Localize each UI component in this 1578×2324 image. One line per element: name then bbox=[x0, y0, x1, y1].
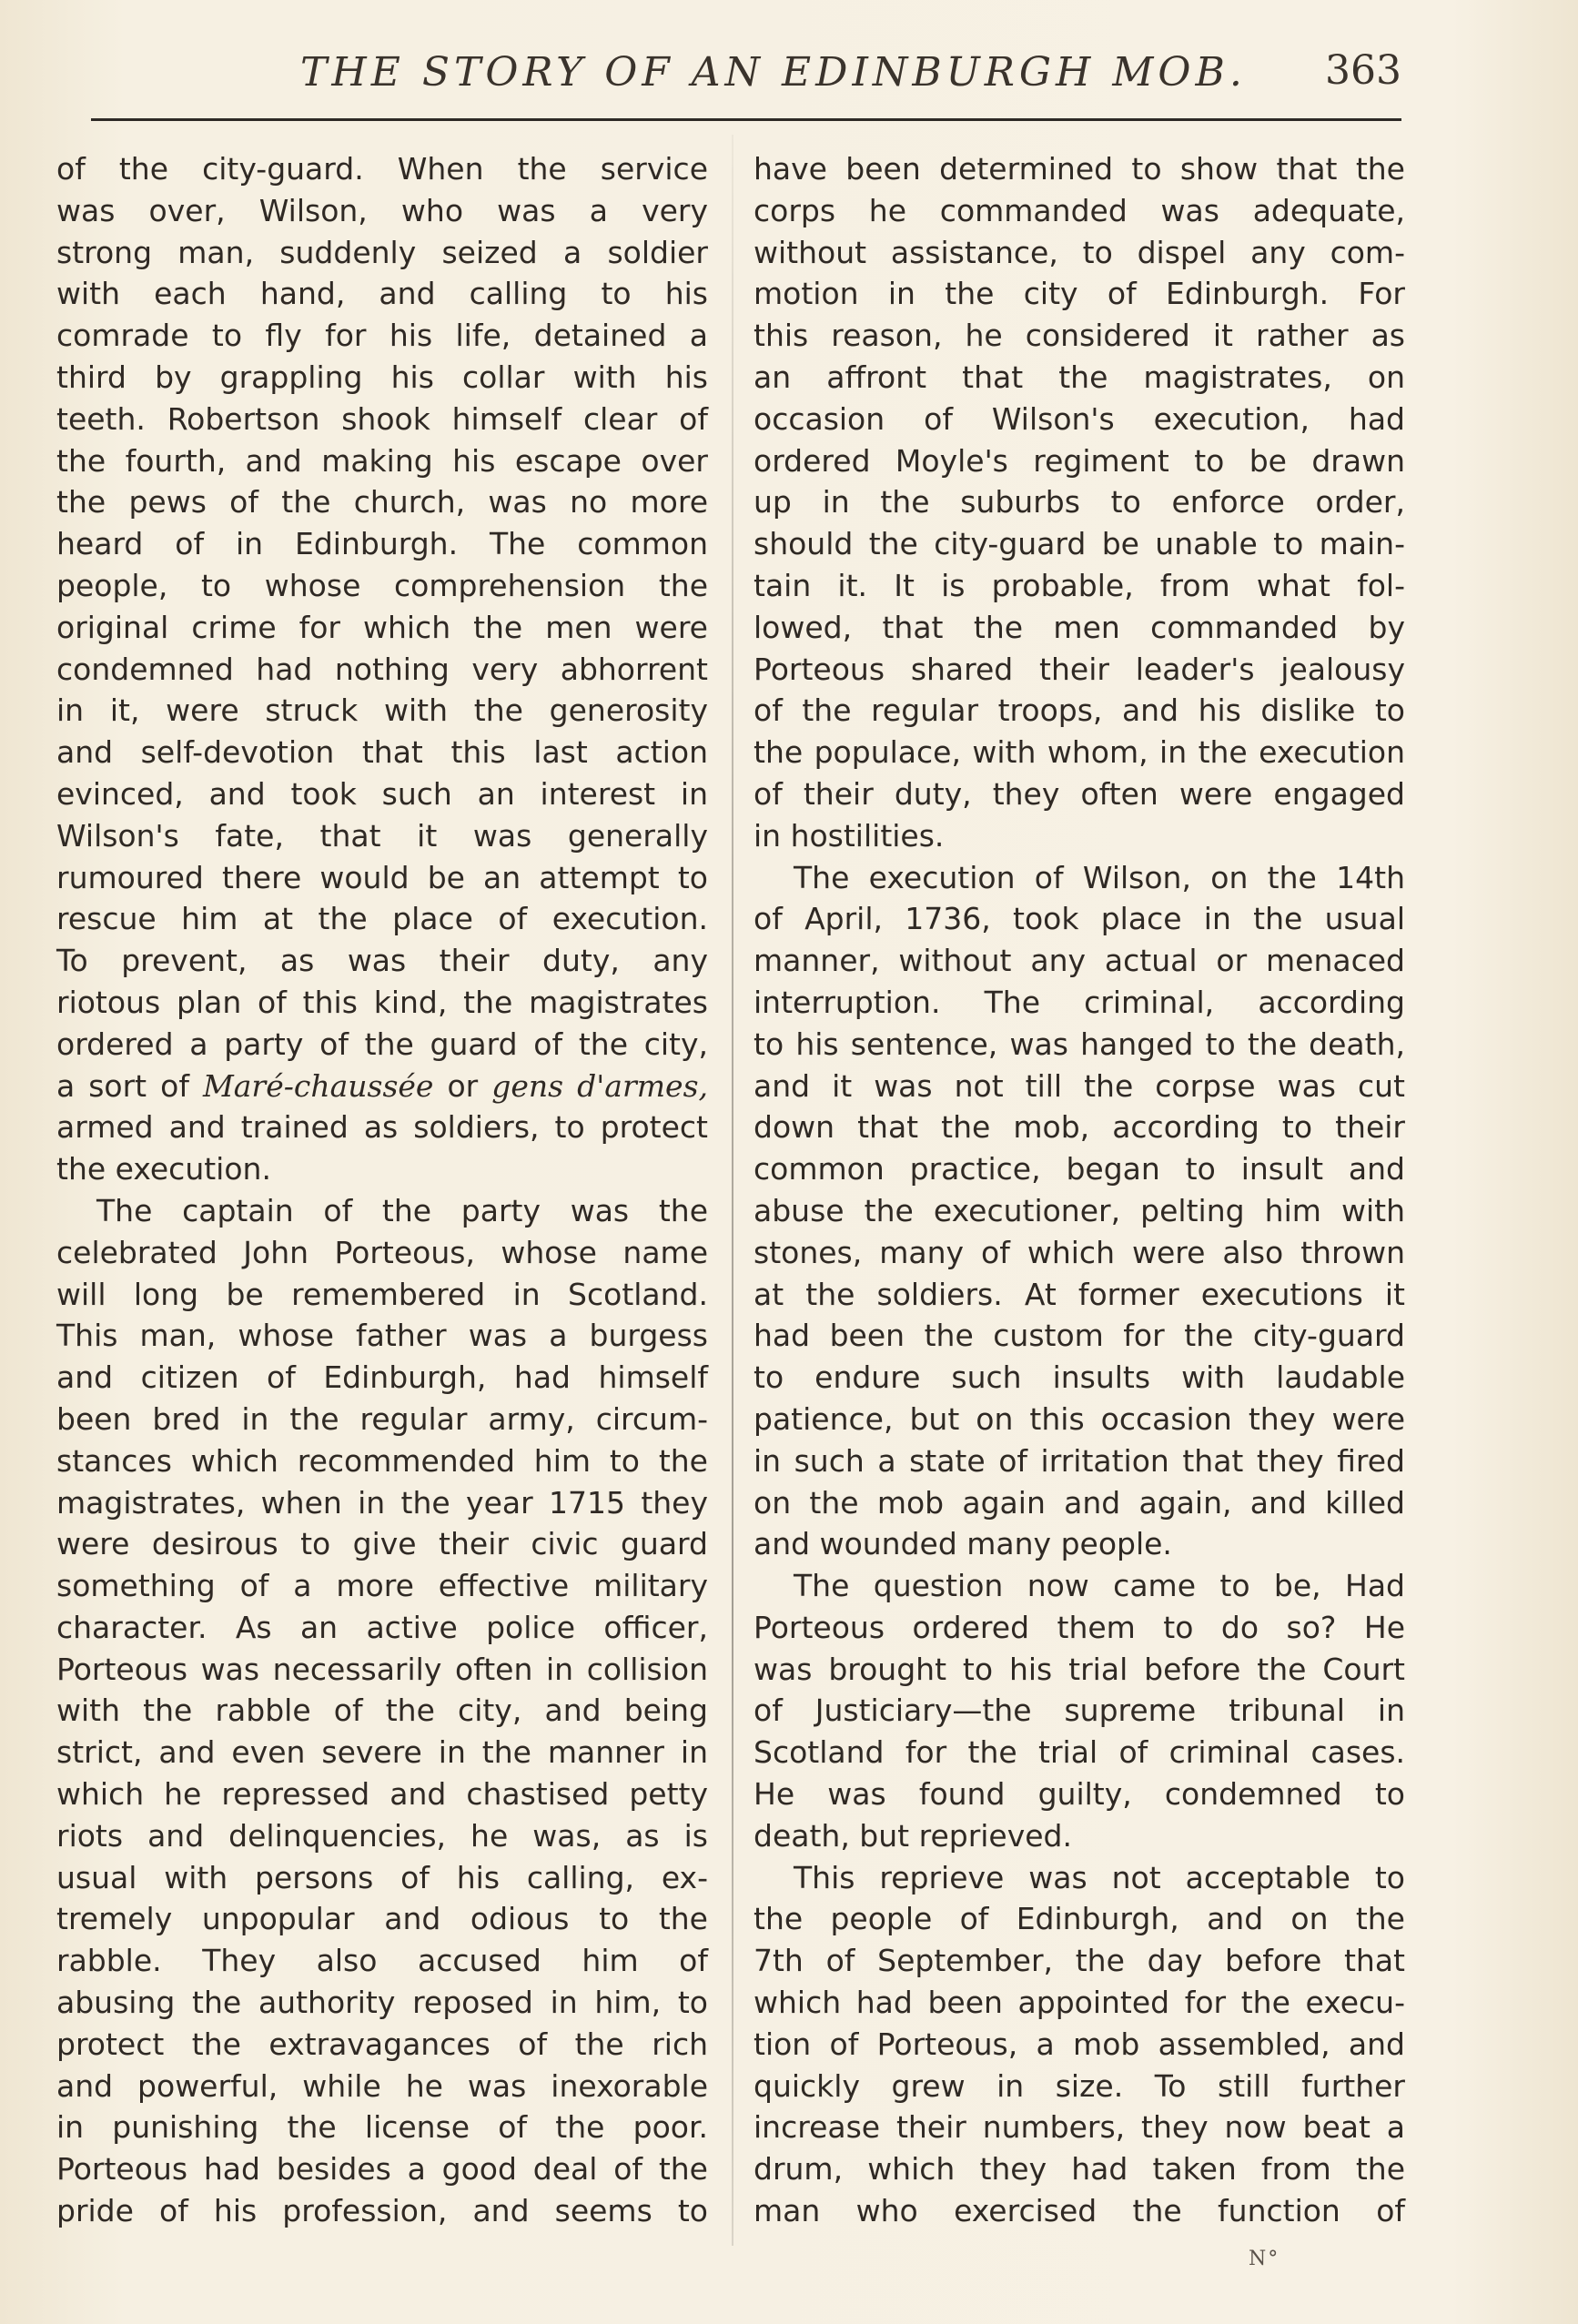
text-line: will long be remembered in Scotland. bbox=[56, 1276, 708, 1312]
text-line: which he repressed and chastised petty bbox=[56, 1776, 708, 1813]
text-line: He was found guilty, condemned to bbox=[754, 1776, 1405, 1813]
text-line: teeth. Robertson shook himself clear of bbox=[56, 400, 708, 437]
text-line: Porteous was necessarily often in collision bbox=[56, 1651, 708, 1687]
text-line: in punishing the license of the poor. bbox=[56, 2109, 708, 2146]
text-line: people, to whose comprehension the bbox=[56, 567, 708, 603]
text-line: and self-devotion that this last action bbox=[56, 734, 708, 771]
text-line: strong man, suddenly seized a soldier bbox=[56, 234, 708, 270]
text-line: magistrates, when in the year 1715 they bbox=[56, 1484, 708, 1521]
text-line: and citizen of Edinburgh, had himself bbox=[56, 1359, 708, 1396]
text-line: occasion of Wilson's execution, had bbox=[754, 400, 1405, 437]
text-line: Porteous ordered them to do so? He bbox=[754, 1609, 1405, 1645]
text-line: rumoured there would be an attempt to bbox=[56, 859, 708, 895]
text-line: which had been appointed for the execu- bbox=[754, 1985, 1405, 2021]
text-line: the pews of the church, was no more bbox=[56, 484, 708, 520]
text-line: increase their numbers, they now beat a bbox=[754, 2109, 1405, 2146]
text-line: of their duty, they often were engaged bbox=[754, 775, 1405, 812]
page-number: 363 bbox=[1325, 47, 1401, 94]
text-line: was over, Wilson, who was a very bbox=[56, 192, 708, 228]
text-line: were desirous to give their civic guard bbox=[56, 1526, 708, 1562]
text-line: patience, but on this occasion they were bbox=[754, 1400, 1405, 1437]
text-line: to endure such insults with laudable bbox=[754, 1359, 1405, 1396]
text-line: corps he commanded was adequate, bbox=[754, 192, 1405, 228]
text-line: drum, which they had taken from the bbox=[754, 2151, 1405, 2188]
text-line: 7th of September, the day before that bbox=[754, 1943, 1405, 1979]
text-line: was brought to his trial before the Court bbox=[754, 1651, 1405, 1687]
text-segment: or bbox=[433, 1067, 492, 1104]
text-line: riotous plan of this kind, the magistrates bbox=[56, 984, 708, 1020]
text-line: heard of in Edinburgh. The common bbox=[56, 526, 708, 562]
text-line: This man, whose father was a burgess bbox=[56, 1318, 708, 1354]
text-line: quickly grew in size. To still further bbox=[754, 2067, 1405, 2104]
text-line: and wounded many people. bbox=[754, 1526, 1172, 1562]
running-head bbox=[91, 47, 1401, 111]
italic-term: gens d'armes, bbox=[491, 1067, 708, 1104]
printer-signature-mark: N° bbox=[1249, 2248, 1280, 2270]
text-line: The execution of Wilson, on the 14th bbox=[794, 859, 1405, 895]
text-line: ordered Moyle's regiment to be drawn bbox=[754, 442, 1405, 479]
text-line: tremely unpopular and odious to the bbox=[56, 1901, 708, 1937]
text-line: in hostilities. bbox=[754, 817, 945, 854]
text-line: Wilson's fate, that it was generally bbox=[56, 817, 708, 854]
text-line: down that the mob, according to their bbox=[754, 1109, 1405, 1146]
text-line: The question now came to be, Had bbox=[794, 1568, 1405, 1604]
text-line: an affront that the magistrates, on bbox=[754, 359, 1405, 395]
text-line: This reprieve was not acceptable to bbox=[794, 1859, 1405, 1895]
text-line: common practice, began to insult and bbox=[754, 1151, 1405, 1187]
text-line: been bred in the regular army, circum- bbox=[56, 1400, 708, 1437]
text-line: the people of Edinburgh, and on the bbox=[754, 1901, 1405, 1937]
text-line: with the rabble of the city, and being bbox=[56, 1692, 708, 1729]
text-line: original crime for which the men were bbox=[56, 609, 708, 645]
text-line: lowed, that the men commanded by bbox=[754, 609, 1405, 645]
text-line: and it was not till the corpse was cut bbox=[754, 1067, 1405, 1104]
text-line: tion of Porteous, a mob assembled, and bbox=[754, 2026, 1405, 2062]
text-line-italic bbox=[56, 1066, 708, 1107]
text-line: abusing the authority reposed in him, to bbox=[56, 1985, 708, 2021]
text-line: motion in the city of Edinburgh. For bbox=[754, 276, 1405, 312]
left-column bbox=[56, 148, 708, 2232]
text-line: should the city-guard be unable to main- bbox=[754, 526, 1405, 562]
text-line: interruption. The criminal, according bbox=[754, 984, 1405, 1020]
text-line: strict, and even severe in the manner in bbox=[56, 1734, 708, 1771]
text-line: of the city-guard. When the service bbox=[56, 151, 708, 187]
text-line: Porteous had besides a good deal of the bbox=[56, 2151, 708, 2188]
text-line: stones, many of which were also thrown bbox=[754, 1234, 1405, 1270]
text-line: Scotland for the trial of criminal cases. bbox=[754, 1734, 1405, 1771]
text-line: stances which recommended him to the bbox=[56, 1442, 708, 1479]
text-line: had been the custom for the city-guard bbox=[754, 1318, 1405, 1354]
text-line: ordered a party of the guard of the city, bbox=[56, 1026, 708, 1062]
text-line: manner, without any actual or menaced bbox=[754, 943, 1405, 979]
text-line: on the mob again and again, and killed bbox=[754, 1484, 1405, 1521]
text-line: The captain of the party was the bbox=[96, 1192, 708, 1228]
text-line: something of a more effective military bbox=[56, 1568, 708, 1604]
text-line: the populace, with whom, in the execution bbox=[754, 734, 1405, 771]
text-line: in such a state of irritation that they fired bbox=[754, 1442, 1405, 1479]
header-rule bbox=[91, 118, 1401, 121]
text-line: up in the suburbs to enforce order, bbox=[754, 484, 1405, 520]
text-line: without assistance, to dispel any com- bbox=[754, 234, 1405, 270]
text-segment: a sort of bbox=[56, 1067, 203, 1104]
text-line: rescue him at the place of execution. bbox=[56, 901, 708, 937]
text-line: of April, 1736, took place in the usual bbox=[754, 901, 1405, 937]
text-line: usual with persons of his calling, ex- bbox=[56, 1859, 708, 1895]
text-line: at the soldiers. At former executions it bbox=[754, 1276, 1405, 1312]
text-line: pride of his profession, and seems to bbox=[56, 2193, 708, 2229]
running-title: THE STORY OF AN EDINBURGH MOB. bbox=[300, 49, 1247, 96]
text-line: character. As an active police officer, bbox=[56, 1609, 708, 1645]
text-line: rabble. They also accused him of bbox=[56, 1943, 708, 1979]
text-line: to his sentence, was hanged to the death, bbox=[754, 1026, 1405, 1062]
text-line: abuse the executioner, pelting him with bbox=[754, 1192, 1405, 1228]
text-line: To prevent, as was their duty, any bbox=[56, 943, 708, 979]
text-line: in it, were struck with the generosity bbox=[56, 692, 708, 729]
text-line: tain it. It is probable, from what fol- bbox=[754, 567, 1405, 603]
text-line: man who exercised the function of bbox=[754, 2193, 1405, 2229]
text-line: of Justiciary—the supreme tribunal in bbox=[754, 1692, 1405, 1729]
text-line: have been determined to show that the bbox=[754, 151, 1405, 187]
text-line: protect the extravagances of the rich bbox=[56, 2026, 708, 2062]
text-line: armed and trained as soldiers, to protect bbox=[56, 1109, 708, 1146]
text-line: riots and delinquencies, he was, as is bbox=[56, 1817, 708, 1854]
text-line: Porteous shared their leader's jealousy bbox=[754, 651, 1405, 687]
text-line: third by grappling his collar with his bbox=[56, 359, 708, 395]
text-line: condemned had nothing very abhorrent bbox=[56, 651, 708, 687]
text-line: the execution. bbox=[56, 1151, 271, 1187]
text-line: with each hand, and calling to his bbox=[56, 276, 708, 312]
column-divider bbox=[732, 135, 733, 2246]
text-line: this reason, he considered it rather as bbox=[754, 318, 1405, 354]
right-column bbox=[754, 148, 1405, 2232]
text-line: comrade to fly for his life, detained a bbox=[56, 318, 708, 354]
text-line: the fourth, and making his escape over bbox=[56, 442, 708, 479]
text-line: celebrated John Porteous, whose name bbox=[56, 1234, 708, 1270]
text-line: of the regular troops, and his dislike to bbox=[754, 692, 1405, 729]
italic-term: Maré-chaussée bbox=[202, 1067, 434, 1104]
text-line: death, but reprieved. bbox=[754, 1817, 1072, 1854]
text-line: evinced, and took such an interest in bbox=[56, 775, 708, 812]
text-line: and powerful, while he was inexorable bbox=[56, 2067, 708, 2104]
